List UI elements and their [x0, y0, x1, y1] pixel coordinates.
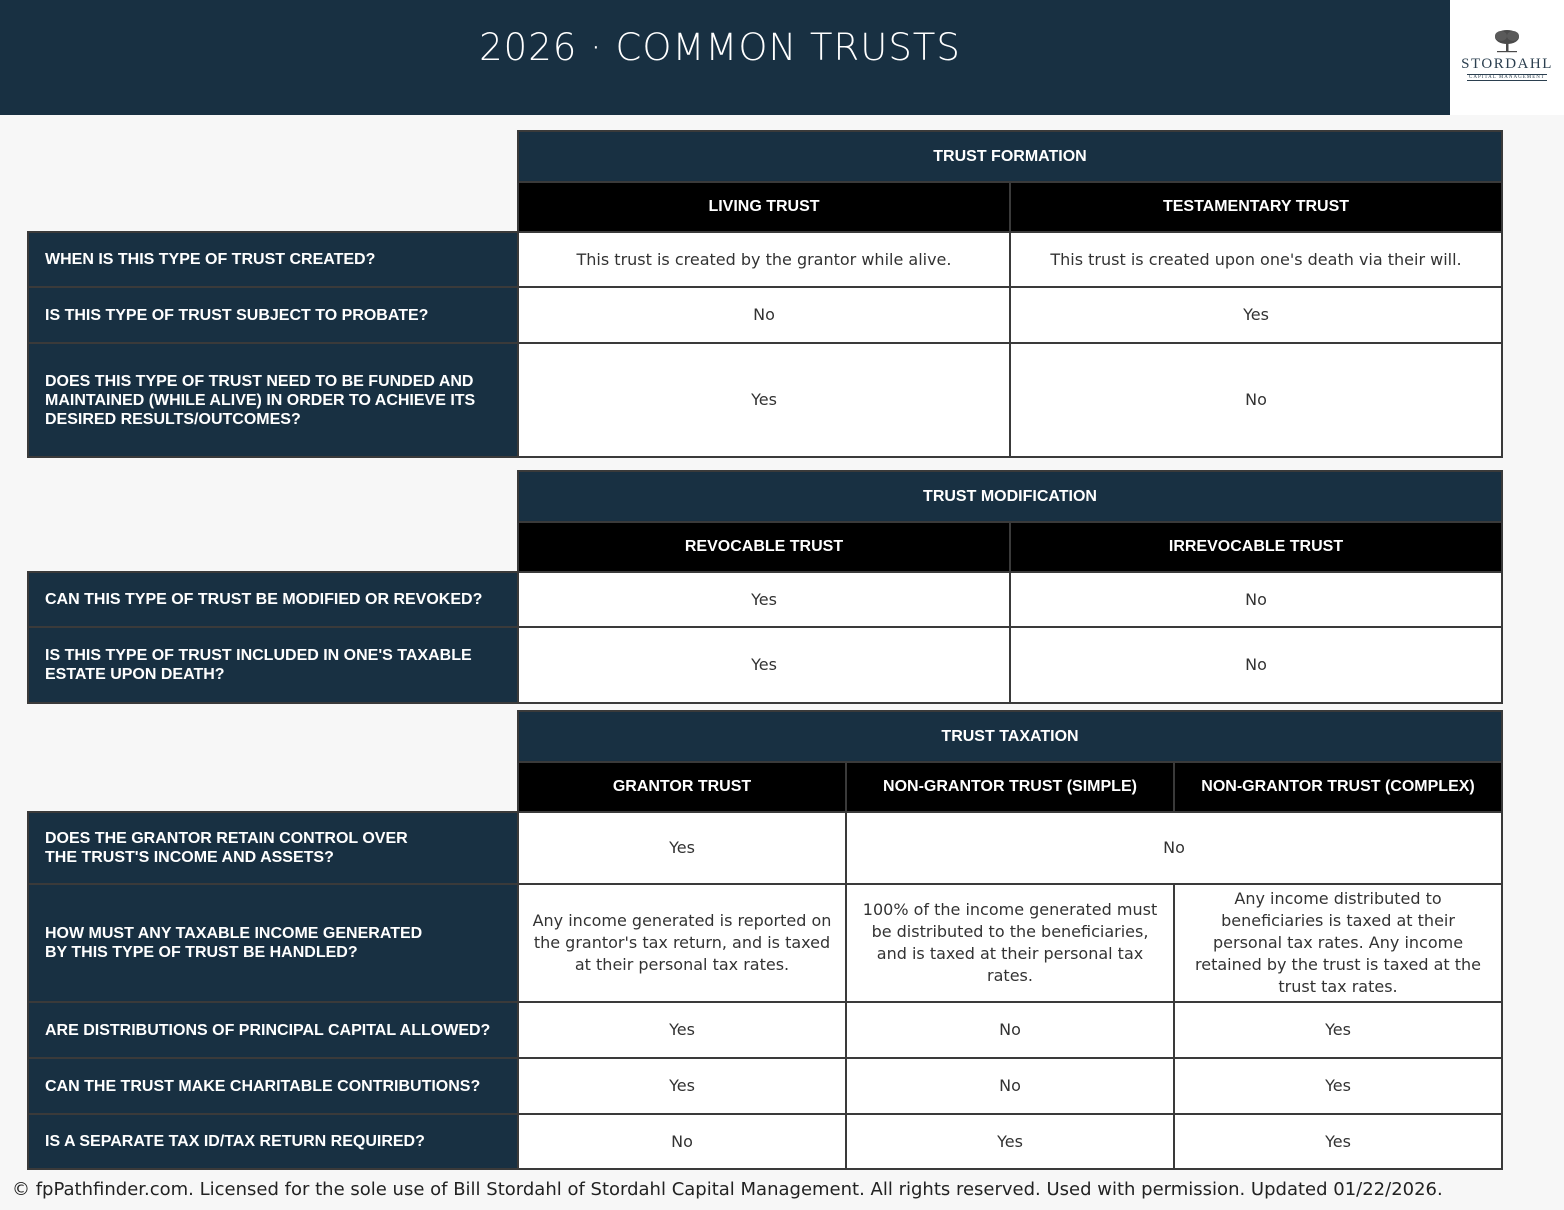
answer-cell: No	[1010, 572, 1502, 627]
question-cell: DOES THIS TYPE OF TRUST NEED TO BE FUNDED AND MAINTAINED (WHILE ALIVE) IN ORDER TO ACHIEVE ITS DESIRED RESULTS/OUTCOMES?	[28, 343, 518, 457]
company-logo	[1450, 0, 1564, 115]
answer-cell: Yes	[846, 1114, 1174, 1169]
question-cell: DOES THE GRANTOR RETAIN CONTROL OVER THE TRUST'S INCOME AND ASSETS?	[28, 812, 518, 884]
answer-cell: No	[846, 1058, 1174, 1114]
table-row	[28, 627, 1502, 703]
question-cell: CAN THE TRUST MAKE CHARITABLE CONTRIBUTIONS?	[28, 1058, 518, 1114]
trust-taxation-table	[27, 710, 1503, 1170]
table-row	[28, 232, 1502, 287]
answer-cell: No	[1010, 627, 1502, 703]
answer-cell: Yes	[518, 572, 1010, 627]
column-header: LIVING TRUST	[518, 182, 1010, 232]
answer-cell: No	[846, 1002, 1174, 1058]
table-row	[28, 812, 1502, 884]
answer-cell: Yes	[1174, 1002, 1502, 1058]
trust-modification-table	[27, 470, 1503, 704]
answer-cell: Any income distributed to beneficiaries is taxed at their personal tax rates. Any income retained by the trust is taxed at the trust tax rates.	[1174, 884, 1502, 1002]
table-row	[28, 1002, 1502, 1058]
column-header: TESTAMENTARY TRUST	[1010, 182, 1502, 232]
answer-cell: Yes	[518, 627, 1010, 703]
column-header: REVOCABLE TRUST	[518, 522, 1010, 572]
answer-cell: 100% of the income generated must be distributed to the beneficiaries, and is taxed at their personal tax rates.	[846, 884, 1174, 1002]
page-header	[0, 0, 1450, 115]
question-cell: CAN THIS TYPE OF TRUST BE MODIFIED OR REVOKED?	[28, 572, 518, 627]
answer-cell: Any income generated is reported on the grantor's tax return, and is taxed at their personal tax rates.	[518, 884, 846, 1002]
copyright-footer: © fpPathfinder.com. Licensed for the sole use of Bill Stordahl of Stordahl Capital Management. All rights reserved. Used with permission. Updated 01/22/2026.	[12, 1179, 1443, 1200]
answer-cell: No	[518, 1114, 846, 1169]
column-header: GRANTOR TRUST	[518, 762, 846, 812]
tree-icon	[1493, 28, 1521, 54]
answer-cell: Yes	[1174, 1114, 1502, 1169]
group-header-modification: TRUST MODIFICATION	[518, 471, 1502, 522]
question-cell: IS THIS TYPE OF TRUST SUBJECT TO PROBATE?	[28, 287, 518, 343]
table-row	[28, 343, 1502, 457]
answer-cell: Yes	[1010, 287, 1502, 343]
table-row	[28, 572, 1502, 627]
answer-cell: No	[846, 812, 1502, 884]
group-header-taxation: TRUST TAXATION	[518, 711, 1502, 762]
answer-cell: Yes	[518, 343, 1010, 457]
answer-cell: This trust is created by the grantor while alive.	[518, 232, 1010, 287]
answer-cell: Yes	[518, 1002, 846, 1058]
question-cell: ARE DISTRIBUTIONS OF PRINCIPAL CAPITAL ALLOWED?	[28, 1002, 518, 1058]
table-row	[28, 1114, 1502, 1169]
trust-formation-table	[27, 130, 1503, 458]
answer-cell: This trust is created upon one's death via their will.	[1010, 232, 1502, 287]
answer-cell: Yes	[1174, 1058, 1502, 1114]
answer-cell: No	[1010, 343, 1502, 457]
group-header-formation: TRUST FORMATION	[518, 131, 1502, 182]
answer-cell: No	[518, 287, 1010, 343]
logo-subtitle: CAPITAL MANAGEMENT	[1469, 75, 1545, 80]
column-header: IRREVOCABLE TRUST	[1010, 522, 1502, 572]
answer-cell: Yes	[518, 1058, 846, 1114]
question-cell: IS THIS TYPE OF TRUST INCLUDED IN ONE'S TAXABLE ESTATE UPON DEATH?	[28, 627, 518, 703]
table-row	[28, 287, 1502, 343]
answer-cell: Yes	[518, 812, 846, 884]
logo-name: STORDAHL	[1461, 56, 1553, 72]
question-cell: WHEN IS THIS TYPE OF TRUST CREATED?	[28, 232, 518, 287]
question-cell: IS A SEPARATE TAX ID/TAX RETURN REQUIRED?	[28, 1114, 518, 1169]
table-row	[28, 884, 1502, 1002]
table-row	[28, 1058, 1502, 1114]
column-header: NON-GRANTOR TRUST (COMPLEX)	[1174, 762, 1502, 812]
question-cell: HOW MUST ANY TAXABLE INCOME GENERATED BY THIS TYPE OF TRUST BE HANDLED?	[28, 884, 518, 1002]
column-header: NON-GRANTOR TRUST (SIMPLE)	[846, 762, 1174, 812]
page-title: 2026 · COMMON TRUSTS	[479, 26, 961, 69]
